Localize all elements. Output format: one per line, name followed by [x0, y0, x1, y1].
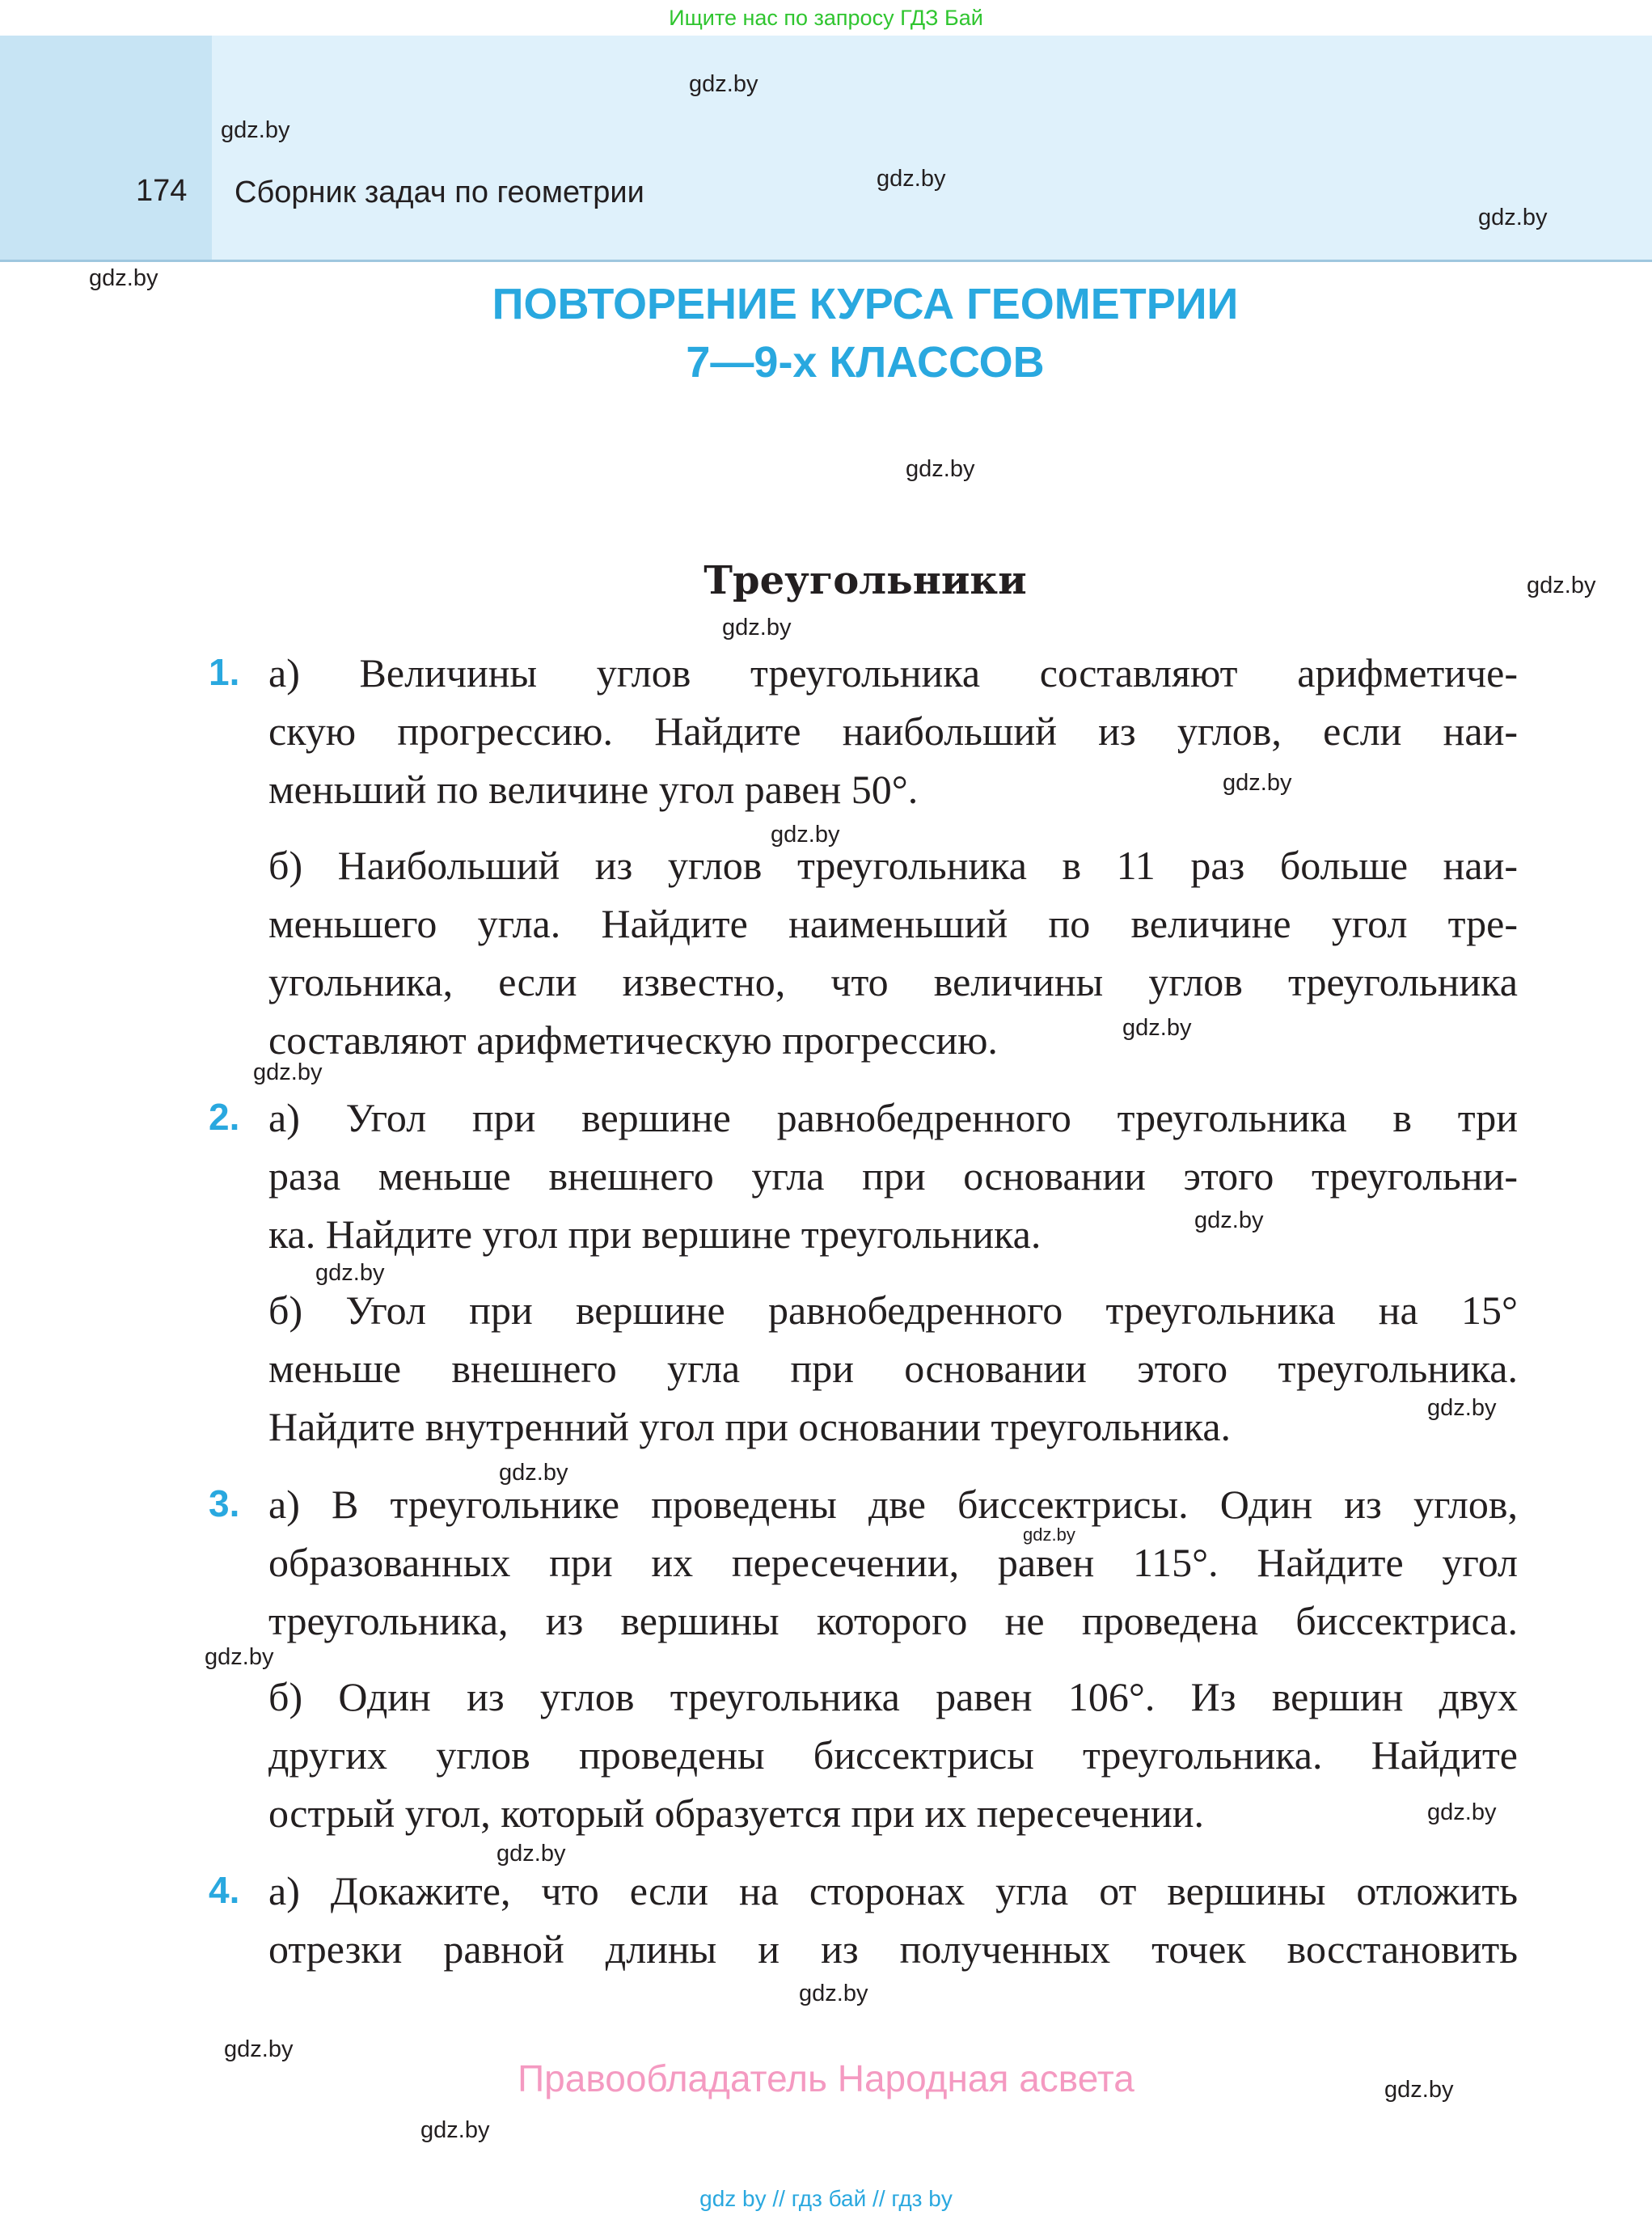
- watermark: gdz.by: [1194, 1207, 1264, 1233]
- problem-number: 4.: [209, 1869, 240, 1911]
- watermark: gdz.by: [1427, 1799, 1497, 1825]
- problem-text-line: б) Наибольший из углов треугольника в 11 раз больше наи-: [268, 843, 1518, 888]
- watermark: gdz.by: [496, 1841, 566, 1867]
- watermark: gdz.by: [1223, 770, 1292, 796]
- problem-text-line: меньший по величине угол равен 50°.: [268, 767, 919, 812]
- section-heading: Треугольники: [703, 558, 1027, 603]
- problem-text-line: меньше внешнего угла при основании этого треугольника.: [268, 1346, 1518, 1391]
- problem-text-line: раза меньше внешнего угла при основании этого треугольни-: [268, 1153, 1518, 1199]
- problem-text-line: б) Угол при вершине равнобедренного треугольника на 15°: [268, 1287, 1518, 1333]
- watermark: gdz.by: [1478, 205, 1548, 230]
- problem-number: 2.: [209, 1096, 240, 1138]
- watermark: gdz.by: [1023, 1524, 1075, 1545]
- problem-text-line: отрезки равной длины и из полученных точек восстановить: [268, 1926, 1518, 1972]
- problem-number: 3.: [209, 1482, 240, 1524]
- watermark: gdz.by: [420, 2117, 490, 2143]
- running-title: Сборник задач по геометрии: [234, 175, 644, 209]
- problem-text-line: скую прогрессию. Найдите наибольший из углов, если наи-: [268, 708, 1518, 754]
- chapter-title-line-1: ПОВТОРЕНИЕ КУРСА ГЕОМЕТРИИ: [492, 280, 1239, 328]
- problem-text-line: составляют арифметическую прогрессию.: [268, 1017, 998, 1063]
- watermark: gdz.by: [1384, 2077, 1454, 2103]
- problem-number: 1.: [209, 651, 240, 693]
- problem-text-line: а) Величины углов треугольника составляют арифметиче-: [268, 650, 1518, 696]
- watermark: gdz.by: [221, 117, 290, 143]
- chapter-title-line-2: 7—9-х КЛАССОВ: [686, 338, 1045, 387]
- problem-text-line: острый угол, который образуется при их пересечении.: [268, 1791, 1204, 1836]
- header-margin-block: [0, 36, 212, 260]
- chapter-title: [307, 275, 1423, 391]
- problem-text-line: а) Докажите, что если на сторонах угла от вершины отложить: [268, 1868, 1518, 1913]
- problem-text-line: ка. Найдите угол при вершине треугольника.: [268, 1211, 1041, 1257]
- watermark: gdz.by: [89, 265, 158, 291]
- problem-text-line: других углов проведены биссектрисы треугольника. Найдите: [268, 1732, 1518, 1778]
- watermark: gdz.by: [224, 2036, 294, 2062]
- problem-text-line: б) Один из углов треугольника равен 106°. Из вершин двух: [268, 1674, 1518, 1719]
- watermark: gdz.by: [722, 615, 792, 641]
- watermark: gdz.by: [315, 1260, 385, 1286]
- problem-text-line: Найдите внутренний угол при основании треугольника.: [268, 1404, 1232, 1449]
- watermark: gdz.by: [1122, 1015, 1192, 1041]
- copyright-notice: Правообладатель Народная асвета: [518, 2057, 1134, 2099]
- watermark: gdz.by: [1427, 1395, 1497, 1421]
- watermark: gdz.by: [689, 71, 758, 97]
- page-header: [0, 36, 1652, 262]
- footer-links[interactable]: gdz by // гдз бай // гдз by: [699, 2186, 953, 2211]
- watermark: gdz.by: [771, 822, 840, 848]
- watermark: gdz.by: [799, 1981, 868, 2006]
- problem-text-line: образованных при их пересечении, равен 115°. Найдите угол: [268, 1540, 1518, 1585]
- watermark: gdz.by: [499, 1460, 568, 1486]
- watermark: gdz.by: [253, 1059, 323, 1085]
- problem-text-line: а) В треугольнике проведены две биссектрисы. Один из углов,: [268, 1482, 1518, 1527]
- watermark: gdz.by: [1527, 573, 1596, 598]
- problem-text-line: угольника, если известно, что величины углов треугольника: [268, 959, 1518, 1004]
- problem-text-line: треугольника, из вершины которого не проведена биссектриса.: [268, 1598, 1518, 1643]
- watermark: gdz.by: [205, 1644, 274, 1670]
- page-number: 174: [136, 174, 188, 208]
- search-hint-banner: Ищите нас по запросу ГДЗ Бай: [669, 6, 983, 30]
- problem-text-line: меньшего угла. Найдите наименьший по величине угол тре-: [268, 901, 1518, 946]
- problem-text-line: а) Угол при вершине равнобедренного треугольника в три: [268, 1095, 1518, 1140]
- watermark: gdz.by: [877, 166, 946, 192]
- watermark: gdz.by: [906, 456, 975, 482]
